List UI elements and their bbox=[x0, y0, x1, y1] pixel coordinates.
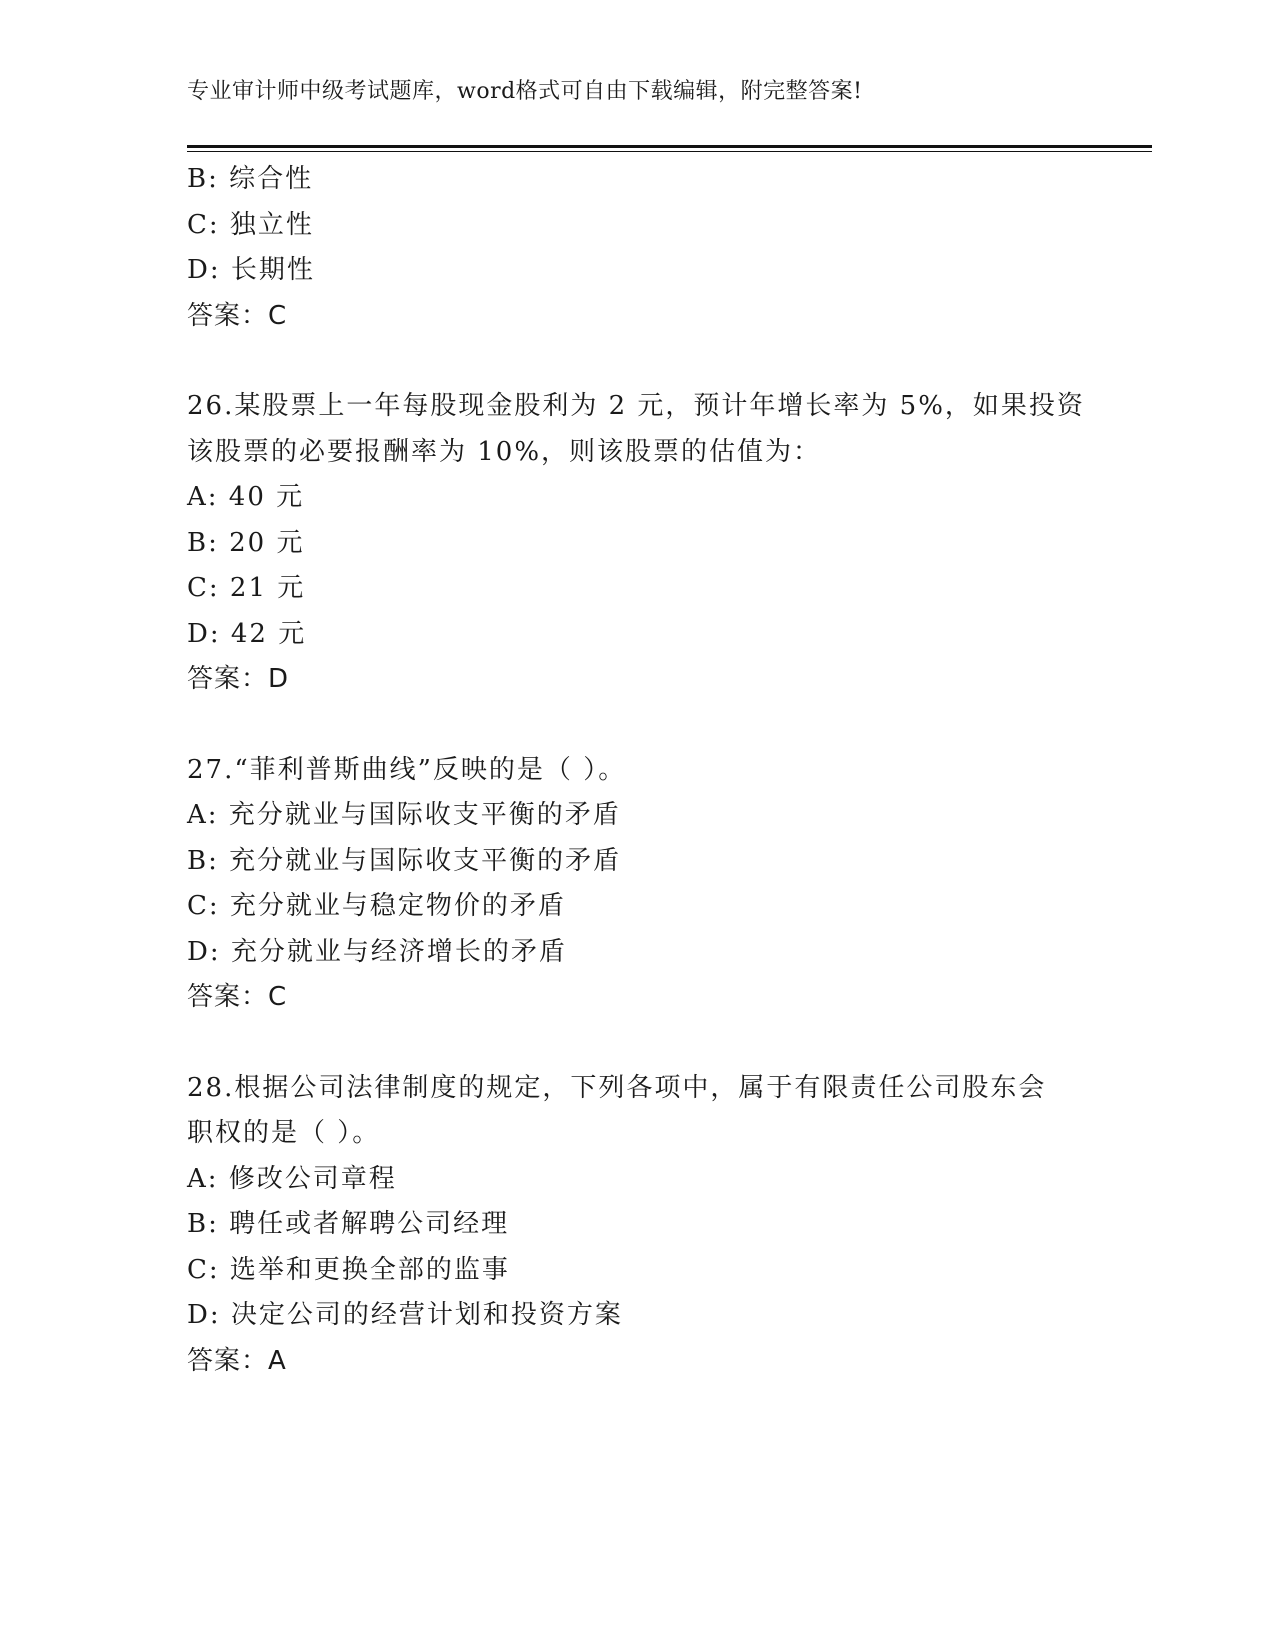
question-stem: 该股票的必要报酬率为 10%，则该股票的估值为： bbox=[187, 436, 822, 467]
option-c: C: 21 元 bbox=[187, 573, 306, 603]
spacer bbox=[187, 1021, 1107, 1066]
question-stem: 28.根据公司法律制度的规定，下列各项中，属于有限责任公司股东会 bbox=[187, 1072, 1047, 1103]
option-b: B: 聘任或者解聘公司经理 bbox=[187, 1209, 510, 1239]
page-header: 专业审计师中级考试题库，word格式可自由下载编辑，附完整答案! bbox=[187, 79, 863, 104]
question-26 bbox=[187, 384, 1107, 703]
spacer bbox=[187, 339, 1107, 384]
answer: 答案：C bbox=[187, 982, 288, 1012]
option-a: A: 修改公司章程 bbox=[187, 1163, 397, 1194]
option-c: C: 独立性 bbox=[187, 209, 314, 240]
spacer bbox=[187, 703, 1107, 748]
option-c: C: 选举和更换全部的监事 bbox=[187, 1254, 510, 1285]
option-d: D: 充分就业与经济增长的矛盾 bbox=[187, 936, 567, 967]
option-b: B: 充分就业与国际收支平衡的矛盾 bbox=[187, 845, 622, 876]
question-28 bbox=[187, 1066, 1107, 1385]
answer: 答案：A bbox=[187, 1345, 287, 1376]
option-b: B: 综合性 bbox=[187, 164, 314, 194]
header-rule-thin bbox=[187, 151, 1152, 152]
question-27 bbox=[187, 748, 1107, 1021]
question-stem: 27.“菲利普斯曲线”反映的是（ ）。 bbox=[187, 754, 627, 785]
question-25-continued bbox=[187, 157, 1107, 339]
answer: 答案：D bbox=[187, 664, 290, 694]
option-a: A: 充分就业与国际收支平衡的矛盾 bbox=[187, 800, 621, 830]
option-b: B: 20 元 bbox=[187, 527, 305, 558]
header-rule-thick bbox=[187, 145, 1152, 148]
answer: 答案：C bbox=[187, 300, 288, 331]
question-stem: 26.某股票上一年每股现金股利为 2 元，预计年增长率为 5%，如果投资 bbox=[187, 391, 1085, 421]
option-d: D: 决定公司的经营计划和投资方案 bbox=[187, 1300, 623, 1330]
option-d: D: 42 元 bbox=[187, 618, 307, 649]
option-a: A: 40 元 bbox=[187, 482, 305, 512]
question-content bbox=[187, 157, 1107, 1384]
option-c: C: 充分就业与稳定物价的矛盾 bbox=[187, 891, 566, 921]
question-stem: 职权的是（ ）。 bbox=[187, 1118, 381, 1148]
option-d: D: 长期性 bbox=[187, 255, 315, 285]
